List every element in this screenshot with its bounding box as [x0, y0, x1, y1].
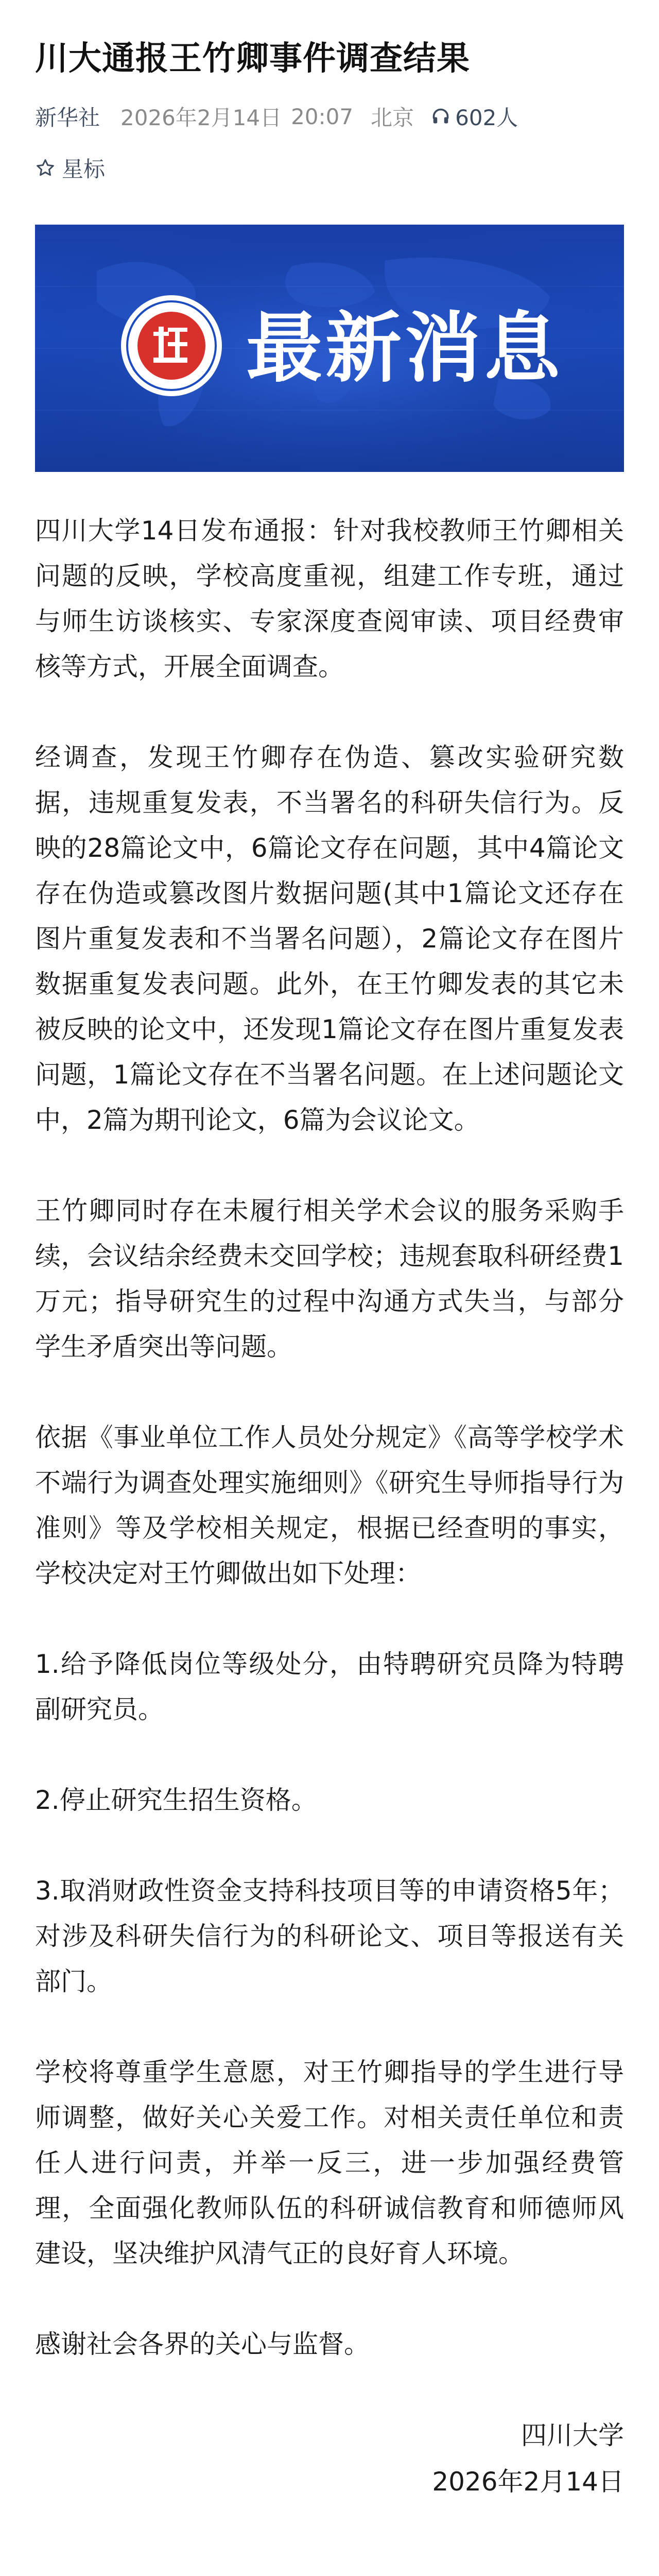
paragraph-penalty-2: 2.停止研究生招生资格。	[35, 1785, 317, 1815]
signature-org: 四川大学	[521, 2420, 624, 2450]
signature	[35, 2412, 624, 2505]
paragraph-penalty-1: 1.给予降低岗位等级处分，由特聘研究员降为特聘副研究员。	[35, 1649, 624, 1724]
article-meta	[35, 101, 624, 132]
article-title: 川大通报王竹卿事件调查结果	[35, 40, 470, 78]
star-outline-icon	[35, 158, 56, 178]
paragraph-intro: 四川大学14日发布通报：针对我校教师王竹卿相关问题的反映，学校高度重视，组建工作专班，通过与师生访谈核实、专家深度查阅审读、项目经费审核等方式，开展全面调查。	[35, 516, 624, 682]
publish-location: 北京	[371, 105, 414, 130]
news-banner	[35, 225, 624, 472]
favorite-label: 星标	[62, 157, 106, 182]
favorite-button[interactable]	[35, 152, 105, 183]
listen-button[interactable]	[431, 101, 518, 132]
paragraph-findings: 经调查，发现王竹卿存在伪造、篡改实验研究数据，违规重复发表，不当署名的科研失信行为。反映的28篇论文中，6篇论文存在问题，其中4篇论文存在伪造或篡改图片数据问题(其中1篇论文还存在图片重复发表和不当署名问题），2篇论文存在图片数据重复发表问题。此外，在王竹卿发表的其它未被反映的论文中，还发现1篇论文存在图片重复发表问题，1篇论文存在不当署名问题。在上述问题论文中，2篇为期刊论文，6篇为会议论文。	[35, 742, 624, 1135]
listen-count: 602人	[455, 105, 518, 130]
paragraph-followup: 学校将尊重学生意愿，对王竹卿指导的学生进行导师调整，做好关心关爱工作。对相关责任单位和责任人进行问责，并举一反三，进一步加强经费管理，全面强化教师队伍的科研诚信教育和师德师风建设，坚决维护风清气正的良好育人环境。	[35, 2057, 624, 2268]
publish-date: 2026年2月14日	[120, 105, 282, 130]
xinhua-logo	[117, 292, 226, 400]
paragraph-penalty-3: 3.取消财政性资金支持科技项目等的申请资格5年；对涉及科研失信行为的科研论文、项目等报送有关部门。	[35, 1876, 624, 1996]
paragraph-basis: 依据《事业单位工作人员处分规定》《高等学校学术不端行为调查处理实施细则》《研究生导师指导行为准则》等及学校相关规定，根据已经查明的事实，学校决定对王竹卿做出如下处理：	[35, 1422, 624, 1588]
signature-date: 2026年2月14日	[432, 2467, 624, 2497]
banner-headline: 最新消息	[246, 304, 563, 393]
paragraph-other-issues: 王竹卿同时存在未履行相关学术会议的服务采购手续，会议结余经费未交回学校；违规套取科研经费1万元；指导研究生的过程中沟通方式失当，与部分学生矛盾突出等问题。	[35, 1196, 624, 1362]
paragraph-thanks: 感谢社会各界的关心与监督。	[35, 2329, 370, 2359]
publish-time: 20:07	[291, 104, 354, 129]
source-label[interactable]: 新华社	[35, 105, 100, 130]
headphones-icon	[431, 107, 450, 126]
article-body	[35, 508, 624, 2367]
